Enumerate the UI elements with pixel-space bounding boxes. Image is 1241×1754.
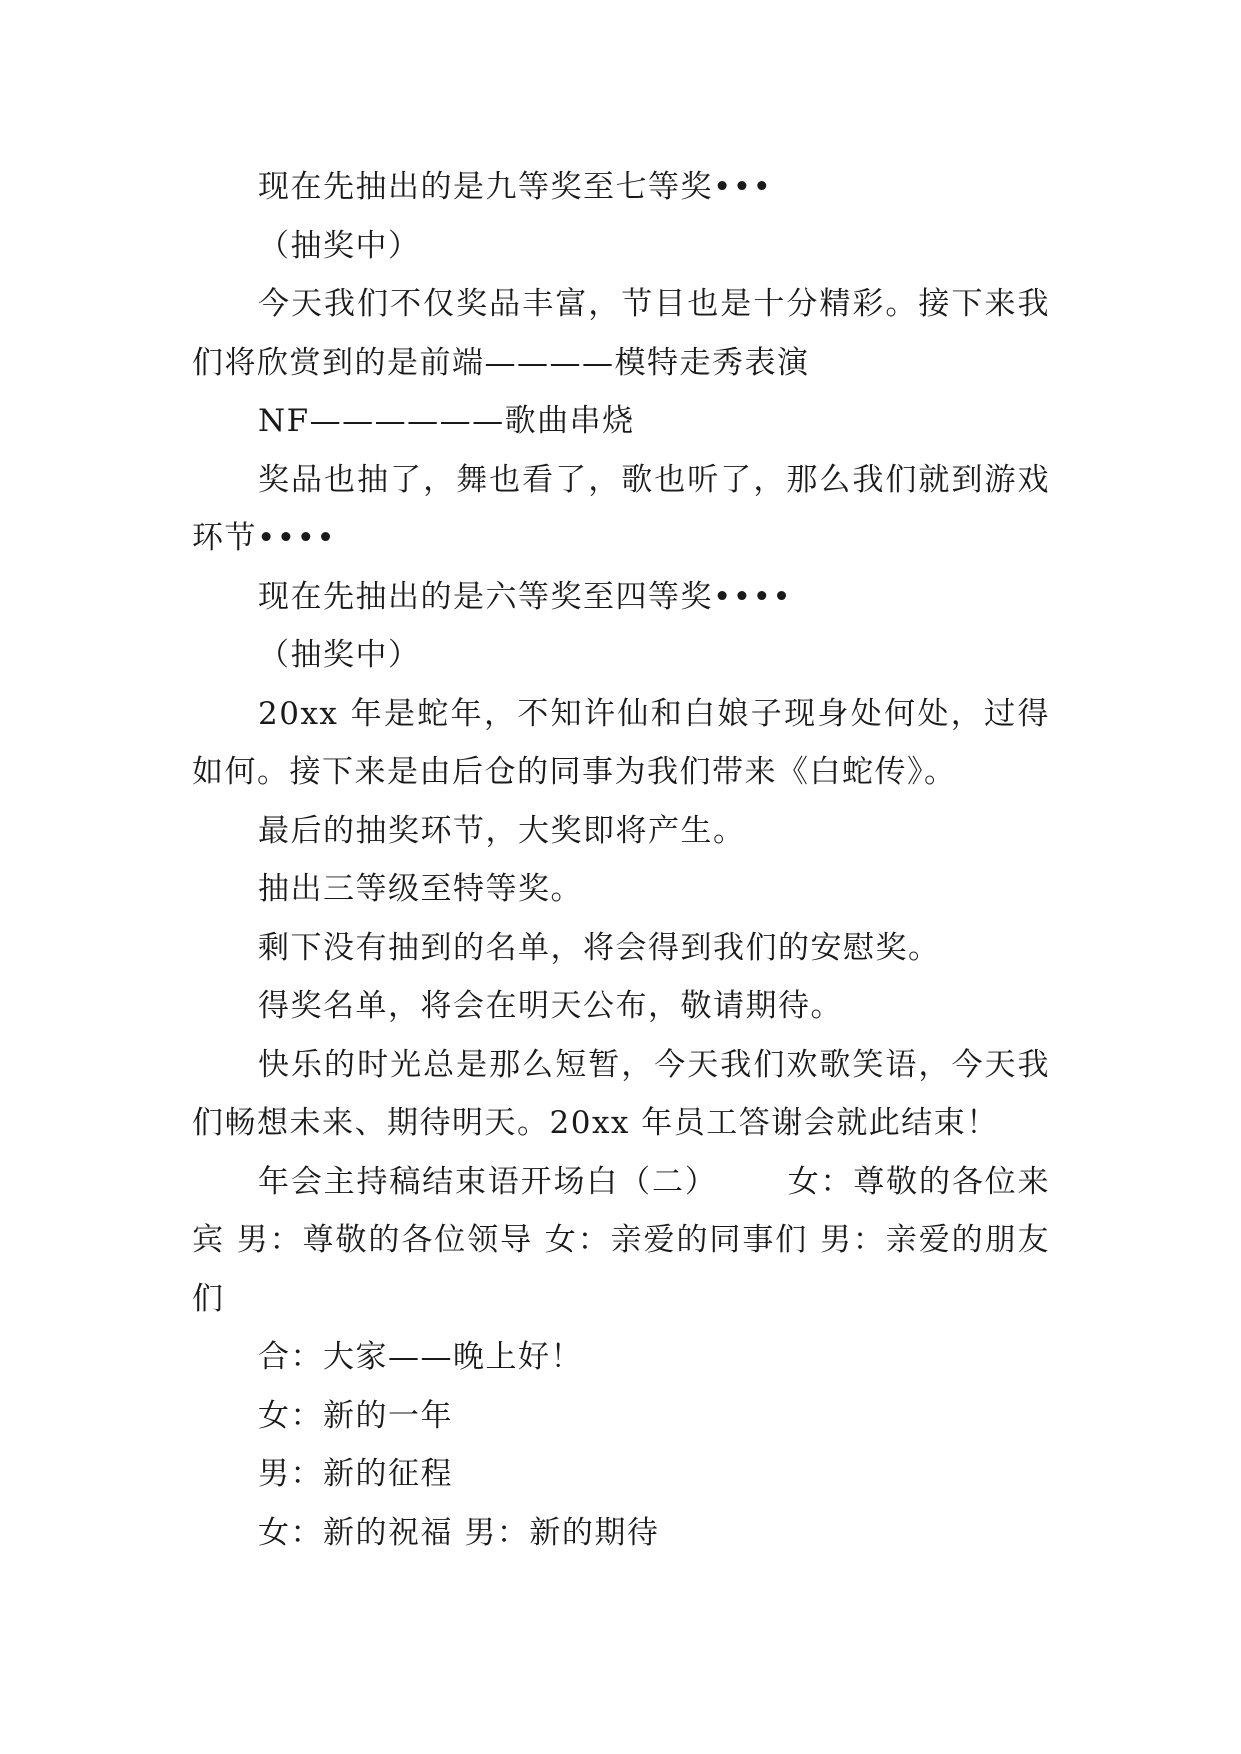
paragraph-consolation: 剩下没有抽到的名单，将会得到我们的安慰奖。 — [258, 929, 941, 966]
paragraph-new-wishes: 女：新的祝福 男：新的期待 — [258, 1514, 660, 1551]
paragraph-final-draw: 最后的抽奖环节，大奖即将产生。 — [258, 812, 746, 849]
document-body — [192, 158, 1050, 1562]
paragraph-closing: 快乐的时光总是那么短暂，今天我们欢歌笑语，今天我们畅想未来、期待明天。20xx 年员工答谢会就此结束！ — [192, 1046, 1050, 1141]
paragraph-model-show: 今天我们不仅奖品丰富，节目也是十分精彩。接下来我们将欣赏到的是前端————模特走秀表演 — [192, 286, 1050, 381]
paragraph-game-segment: 奖品也抽了，舞也看了，歌也听了，那么我们就到游戏环节•••• — [192, 461, 1050, 556]
paragraph-white-snake: 20xx 年是蛇年，不知许仙和白娘子现身处何处，过得如何。接下来是由后仓的同事为我们带来《白蛇传》。 — [192, 695, 1050, 790]
paragraph-draw-6-to-4: 现在先抽出的是六等奖至四等奖•••• — [258, 578, 793, 615]
paragraph-drawing-note-1: （抽奖中） — [258, 227, 421, 264]
paragraph-grand-prizes: 抽出三等级至特等奖。 — [258, 871, 583, 907]
paragraph-new-year: 女：新的一年 — [258, 1397, 453, 1434]
paragraph-draw-9-to-7: 现在先抽出的是九等奖至七等奖••• — [258, 169, 773, 205]
paragraph-song-medley: NF——————歌曲串烧 — [258, 403, 635, 439]
paragraph-new-journey: 男：新的征程 — [258, 1456, 453, 1492]
paragraph-script-two-opening: 年会主持稿结束语开场白（二） 女：尊敬的各位来宾 男：尊敬的各位领导 女：亲爱的同事们 男：亲爱的朋友们 — [192, 1163, 1050, 1317]
paragraph-drawing-note-2: （抽奖中） — [258, 637, 421, 673]
paragraph-greeting: 合：大家——晚上好！ — [258, 1339, 583, 1375]
paragraph-winners-list: 得奖名单，将会在明天公布，敬请期待。 — [258, 988, 843, 1024]
